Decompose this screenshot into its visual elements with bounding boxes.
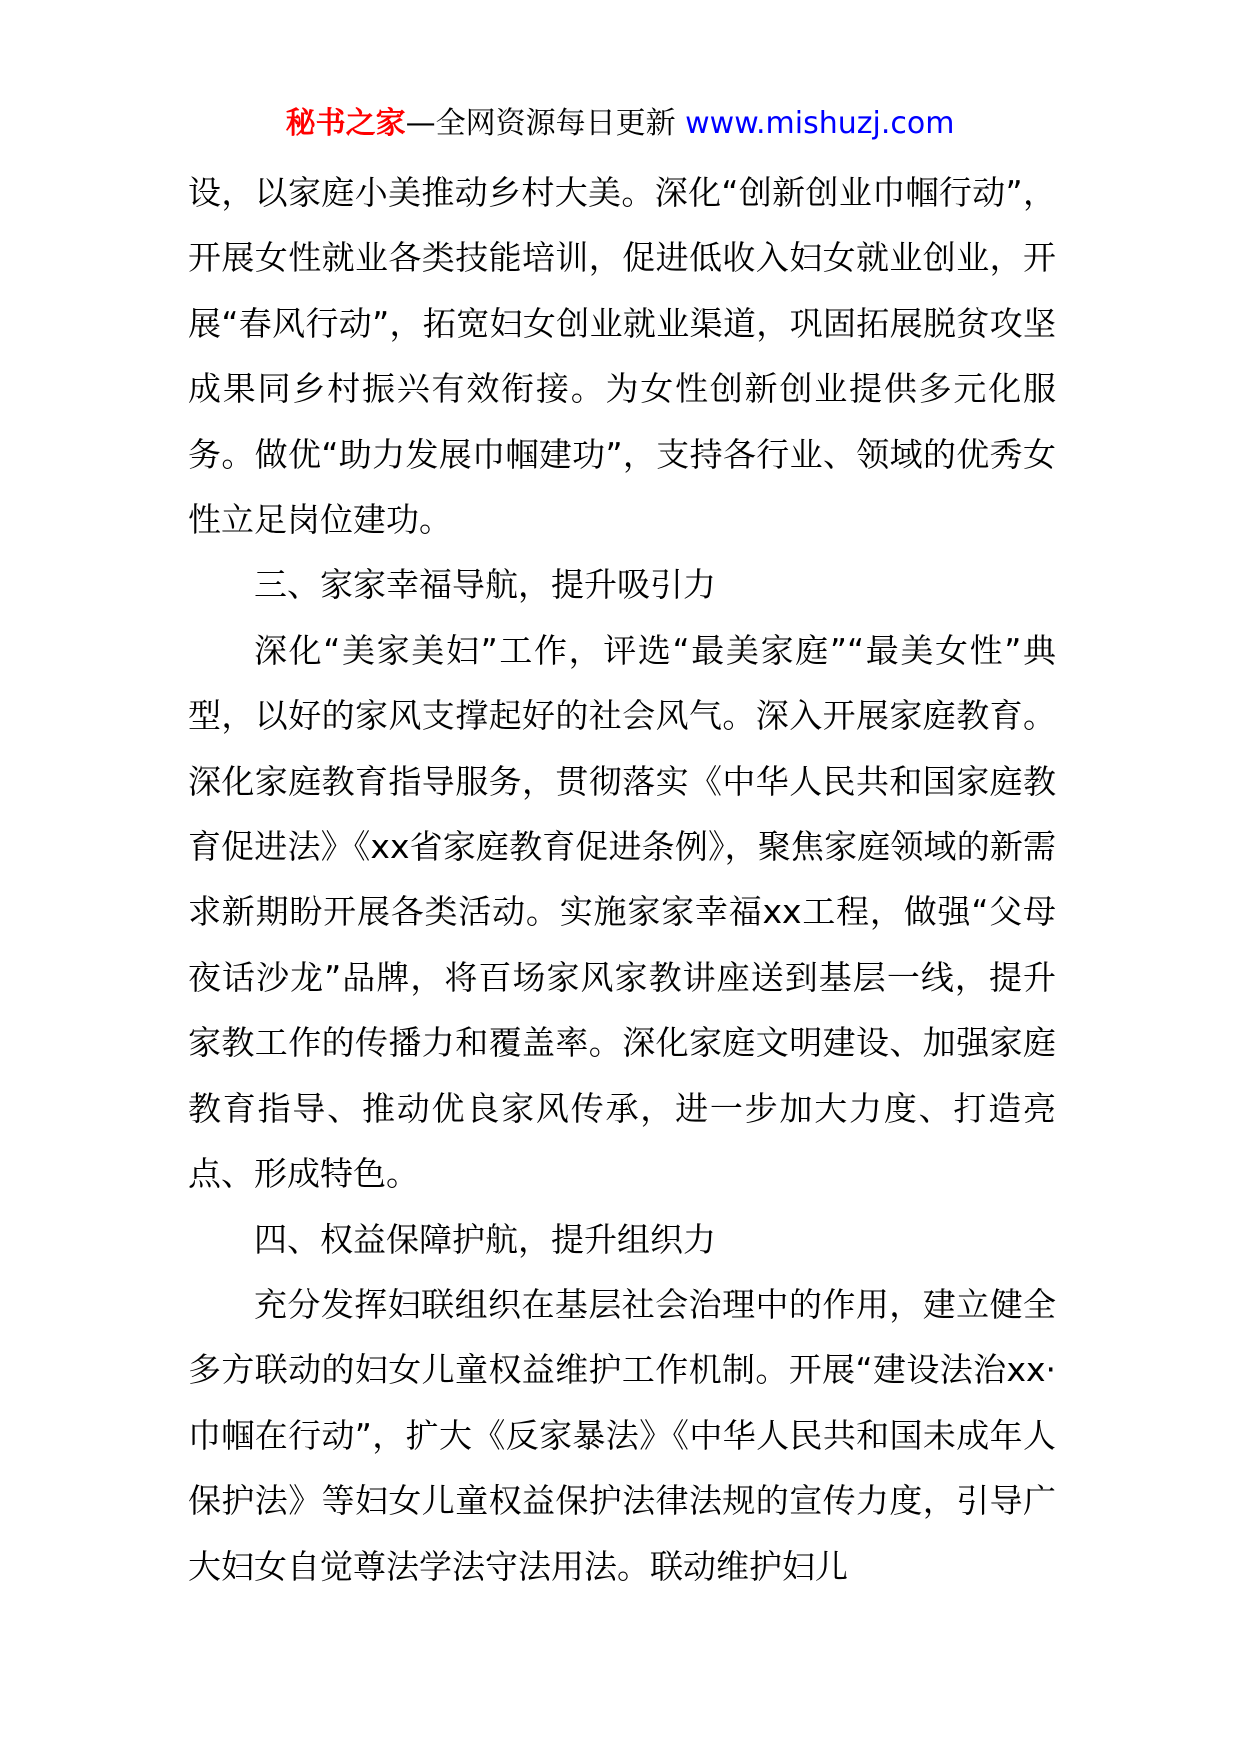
site-brand: 秘书之家 xyxy=(285,106,406,141)
paragraph-rights-protection: 充分发挥妇联组织在基层社会治理中的作用，建立健全多方联动的妇女儿童权益维护工作机制。开展“建设法治xx·巾帼在行动”，扩大《反家暴法》《中华人民共和国未成年人保护法》等妇女儿童权益保护法律法规的宣传力度，引导广大妇女自觉尊法学法守法用法。联动维护妇儿 xyxy=(188,1284,1056,1586)
paragraph-continuation: 设，以家庭小美推动乡村大美。深化“创新创业巾帼行动”，开展女性就业各类技能培训，促进低收入妇女就业创业，开展“春风行动”，拓宽妇女创业就业渠道，巩固拓展脱贫攻坚成果同乡村振兴有效衔接。为女性创新创业提供多元化服务。做优“助力发展巾帼建功”，支持各行业、领域的优秀女性立足岗位建功。 xyxy=(188,173,1056,540)
document-body xyxy=(188,160,1056,1599)
site-header xyxy=(0,102,1240,146)
paragraph-family-happiness: 深化“美家美妇”工作，评选“最美家庭”“最美女性”典型，以好的家风支撑起好的社会风气。深入开展家庭教育。深化家庭教育指导服务，贯彻落实《中华人民共和国家庭教育促进法》《xx省家庭教育促进条例》，聚焦家庭领域的新需求新期盼开展各类活动。实施家家幸福xx工程，做强“父母夜话沙龙”品牌，将百场家风家教讲座送到基层一线，提升家教工作的传播力和覆盖率。深化家庭文明建设、加强家庭教育指导、推动优良家风传承，进一步加大力度、打造亮点、形成特色。 xyxy=(188,630,1056,1194)
section-heading-3: 三、家家幸福导航，提升吸引力 xyxy=(254,565,716,605)
site-url-link[interactable]: www.mishuzj.com xyxy=(685,106,955,141)
section-heading-4: 四、权益保障护航，提升组织力 xyxy=(254,1219,716,1259)
site-tagline: —全网资源每日更新 xyxy=(405,106,676,141)
